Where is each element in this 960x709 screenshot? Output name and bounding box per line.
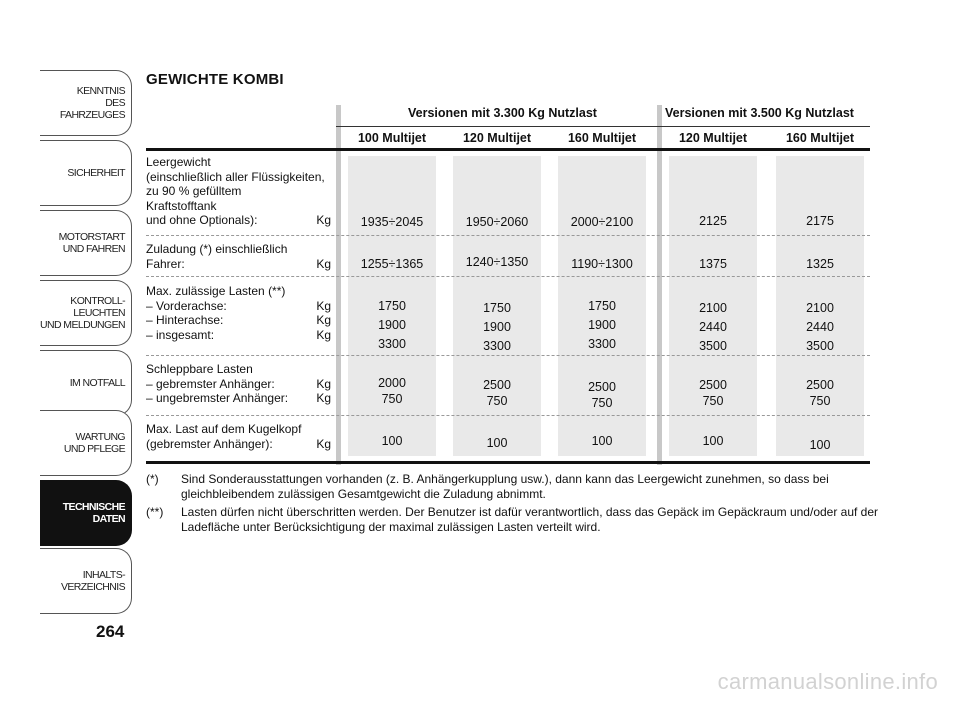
row-label-line: – ungebremster Anhänger: [146, 391, 289, 405]
unit-label: Kg [316, 376, 331, 391]
weights-table [146, 100, 870, 470]
row-label-line: Schleppbare Lasten [146, 362, 253, 376]
group-header-3500: Versionen mit 3.500 Kg Nutzlast [665, 106, 854, 120]
cell-value: 100 [486, 436, 508, 450]
tab-kontrollleuchten[interactable]: KONTROLL- LEUCHTEN UND MELDUNGEN [40, 280, 132, 346]
cell-value: 100 [381, 434, 403, 448]
row-label-zuladung [146, 242, 331, 271]
tab-wartung-und-pflege[interactable]: WARTUNG UND PFLEGE [40, 410, 132, 476]
watermark: carmanualsonline.info [717, 669, 938, 694]
footnote-marker: (*) [146, 472, 159, 486]
unit-label: Kg [316, 213, 331, 227]
column-header: 120 Multijet [678, 131, 748, 145]
row-label-line: (gebremster Anhänger): [146, 436, 273, 451]
unit-label: Kg [316, 298, 331, 313]
cell-value: 1750 1900 3300 [588, 299, 616, 351]
row-label-line: – Vorderachse: [146, 298, 227, 313]
row-label-max-lasten [146, 284, 331, 342]
row-label-leergewicht [146, 155, 331, 228]
footnote-text: Lasten dürfen nicht überschritten werden. Der Benutzer ist dafür verantwortlich, dass das Gepäck im Gepäckraum und/oder auf der Ladefläche unter Berücksichtigung der maximal zulässigen Lasten verteilt wird. [181, 505, 879, 534]
cell-value: 2175 [806, 214, 834, 228]
cell-value: 2500 750 [588, 380, 616, 410]
row-label-line: und ohne Optionals): [146, 213, 258, 227]
page-number: 264 [96, 622, 125, 641]
cell-value: 1750 1900 3300 [483, 301, 511, 353]
cell-value: 1950÷2060 [465, 215, 529, 229]
column-header: 100 Multijet [357, 131, 427, 145]
unit-label: Kg [316, 391, 331, 405]
footnote-marker: (**) [146, 505, 164, 519]
cell-value: 1190÷1300 [571, 257, 633, 271]
cell-value: 2500 750 [806, 378, 834, 408]
tab-im-notfall[interactable]: IM NOTFALL [40, 350, 132, 416]
page-title: GEWICHTE KOMBI [146, 71, 284, 88]
cell-value: 1325 [806, 257, 834, 271]
cell-value: 2125 [699, 214, 727, 228]
column-header: 120 Multijet [462, 131, 532, 145]
footnotes [146, 472, 886, 538]
table-bottom-rule [146, 461, 870, 464]
cell-value: 100 [809, 438, 831, 452]
cell-value: 2100 2440 3500 [699, 301, 727, 353]
cell-value: 2100 2440 3500 [806, 301, 834, 353]
footnote [146, 505, 886, 534]
column-header: 160 Multijet [785, 131, 855, 145]
header-rule [336, 126, 870, 127]
cell-value: 2000÷2100 [570, 215, 634, 229]
cell-value: 1240÷1350 [465, 255, 529, 269]
row-separator [146, 276, 870, 277]
cell-value: 1750 1900 3300 [378, 299, 406, 351]
cell-value: 2000 750 [378, 376, 406, 406]
cell-value: 100 [591, 434, 613, 448]
cell-value: 1375 [699, 257, 727, 271]
unit-label: Kg [316, 256, 331, 271]
cell-value: 2500 750 [699, 378, 727, 408]
unit-label: Kg [316, 327, 331, 342]
cell-value: 1255÷1365 [360, 257, 424, 271]
row-label-line: – insgesamt: [146, 327, 215, 342]
cell-value: 2500 750 [483, 378, 511, 408]
tab-technische-daten[interactable]: TECHNISCHE DATEN [40, 480, 132, 546]
row-separator [146, 355, 870, 356]
row-label-line: Max. Last auf dem Kugelkopf [146, 422, 302, 436]
row-separator [146, 415, 870, 416]
header-bottom-rule [146, 148, 870, 151]
group-header-3300: Versionen mit 3.300 Kg Nutzlast [408, 106, 597, 120]
row-label-kugelkopf [146, 422, 331, 451]
column-header: 160 Multijet [567, 131, 637, 145]
row-label-line: Zuladung (*) einschließlich [146, 242, 288, 256]
row-label-line: (einschließlich aller Flüssigkeiten, [146, 169, 325, 184]
tab-motorstart-und-fahren[interactable]: MOTORSTART UND FAHREN [40, 210, 132, 276]
row-label-line: Kraftstofftank [146, 198, 217, 213]
row-label-line: – gebremster Anhänger: [146, 376, 275, 391]
footnote [146, 472, 886, 501]
group-bar [336, 105, 341, 465]
row-separator [146, 235, 870, 236]
footnote-text: Sind Sonderausstattungen vorhanden (z. B. Anhängerkupplung usw.), dann kann das Leergewicht zunehmen, so dass bei gleichbleibendem zulässigen Gesamtgewicht die Zuladung abnimmt. [181, 472, 829, 501]
row-label-line: Leergewicht [146, 155, 211, 169]
row-label-line: Max. zulässige Lasten (**) [146, 284, 286, 298]
tab-inhaltsverzeichnis[interactable]: INHALTS- VERZEICHNIS [40, 548, 132, 614]
row-label-schleppbare-lasten [146, 362, 331, 406]
group-bar [657, 105, 662, 465]
row-label-line: Fahrer: [146, 256, 185, 271]
row-label-line: – Hinterachse: [146, 313, 224, 327]
unit-label: Kg [316, 313, 331, 327]
tab-sicherheit[interactable]: SICHERHEIT [40, 140, 132, 206]
cell-value: 1935÷2045 [360, 215, 424, 229]
tab-kenntnis-des-fahrzeuges[interactable]: KENNTNIS DES FAHRZEUGES [40, 70, 132, 136]
unit-label: Kg [316, 436, 331, 451]
cell-value: 100 [702, 434, 724, 448]
row-label-line: zu 90 % gefülltem [146, 184, 242, 198]
